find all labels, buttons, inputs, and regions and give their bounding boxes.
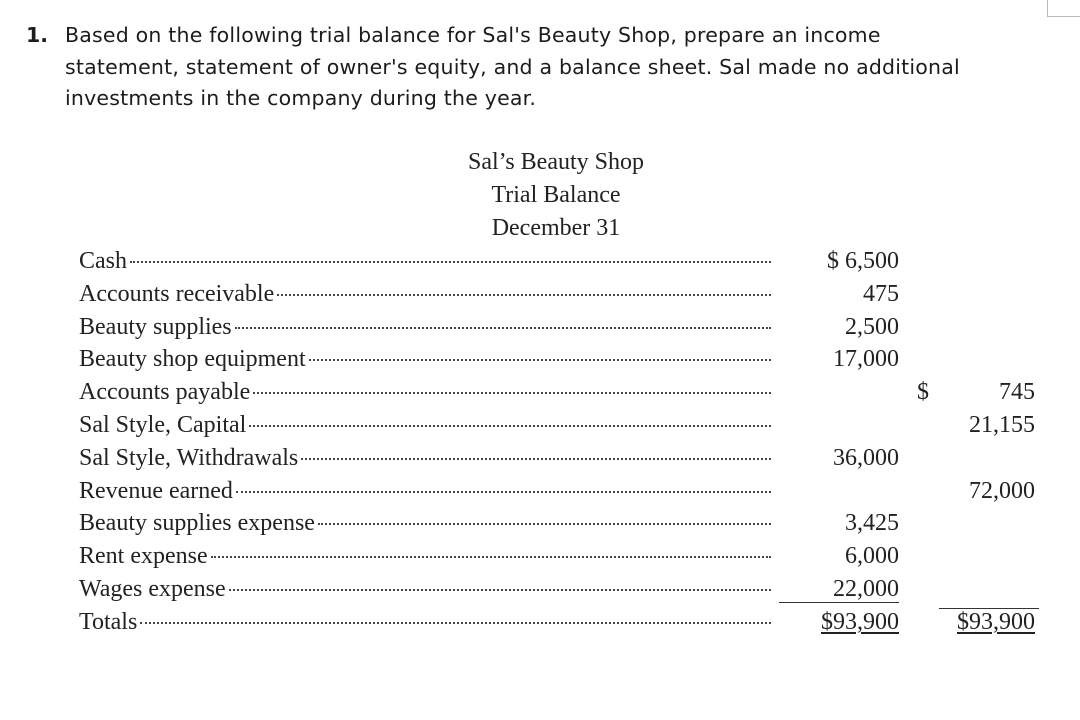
dot-leader: [277, 294, 771, 296]
dot-leader: [130, 261, 771, 263]
account-name: Rent expense: [79, 543, 208, 570]
company-name: Sal’s Beauty Shop: [467, 149, 644, 175]
table-row: [79, 311, 1039, 344]
credit-value: 745: [999, 379, 1035, 406]
debit-amount: 22,000: [779, 576, 899, 603]
question-number: 1.: [26, 23, 49, 47]
account-name: Cash: [79, 248, 127, 274]
table-row: [79, 409, 1039, 442]
question: [26, 20, 986, 115]
account-name: Sal Style, Withdrawals: [79, 444, 299, 471]
debit-amount: 2,500: [845, 313, 899, 340]
credit-amount: [917, 376, 1035, 409]
account-name: Accounts payable: [79, 379, 251, 406]
total-rule: [939, 608, 1039, 609]
table-row: [79, 245, 1039, 278]
dollar-sign: $: [917, 379, 929, 406]
table-row: [79, 278, 1039, 311]
account-name: Beauty supplies: [79, 313, 232, 340]
account-name: Revenue earned: [79, 477, 233, 504]
dot-leader: [236, 491, 771, 493]
table-row: [79, 442, 1039, 475]
debit-total-value: $93,900: [821, 608, 899, 635]
question-text: Based on the following trial balance for Sal's Beauty Shop, prepare an income statement, statement of owner's equity, and a balance sheet. Sal made no additional investments in the company during the year.: [65, 23, 960, 110]
dot-leader: [309, 359, 771, 361]
account-name: Beauty shop equipment: [79, 346, 306, 373]
table-row: [79, 573, 1039, 606]
trial-balance-table: [79, 245, 1039, 639]
trial-balance-header: [380, 146, 732, 245]
dot-leader: [235, 327, 771, 329]
credit-total: [917, 606, 1035, 639]
debit-amount: 17,000: [833, 346, 899, 373]
account-name: Accounts receivable: [79, 280, 275, 307]
corner-frame: [1047, 0, 1080, 17]
account-name: Wages expense: [79, 575, 226, 602]
statement-title: Trial Balance: [491, 182, 621, 208]
dot-leader: [211, 556, 771, 558]
debit-total: [779, 606, 899, 639]
dot-leader: [229, 589, 771, 591]
debit-amount: 36,000: [833, 444, 899, 471]
account-name: Totals: [79, 608, 138, 635]
dot-leader: [140, 622, 771, 624]
dot-leader: [318, 523, 771, 525]
table-row: [79, 507, 1039, 540]
credit-amount: 72,000: [969, 477, 1035, 504]
debit-amount: $ 6,500: [827, 248, 899, 274]
dot-leader: [253, 392, 771, 394]
debit-amount: 6,000: [845, 543, 899, 570]
credit-amount: 21,155: [969, 411, 1035, 438]
credit-total-value: $93,900: [957, 608, 1035, 635]
table-row: [79, 376, 1039, 409]
statement-date: December 31: [491, 215, 621, 241]
dot-leader: [249, 425, 771, 427]
table-row: [79, 475, 1039, 508]
account-name: Beauty supplies expense: [79, 510, 315, 537]
totals-row: [79, 606, 1039, 639]
table-row: [79, 540, 1039, 573]
debit-amount: 475: [863, 280, 899, 307]
debit-amount: 3,425: [845, 510, 899, 537]
table-row: [79, 343, 1039, 376]
account-name: Sal Style, Capital: [79, 411, 247, 438]
dot-leader: [301, 458, 771, 460]
